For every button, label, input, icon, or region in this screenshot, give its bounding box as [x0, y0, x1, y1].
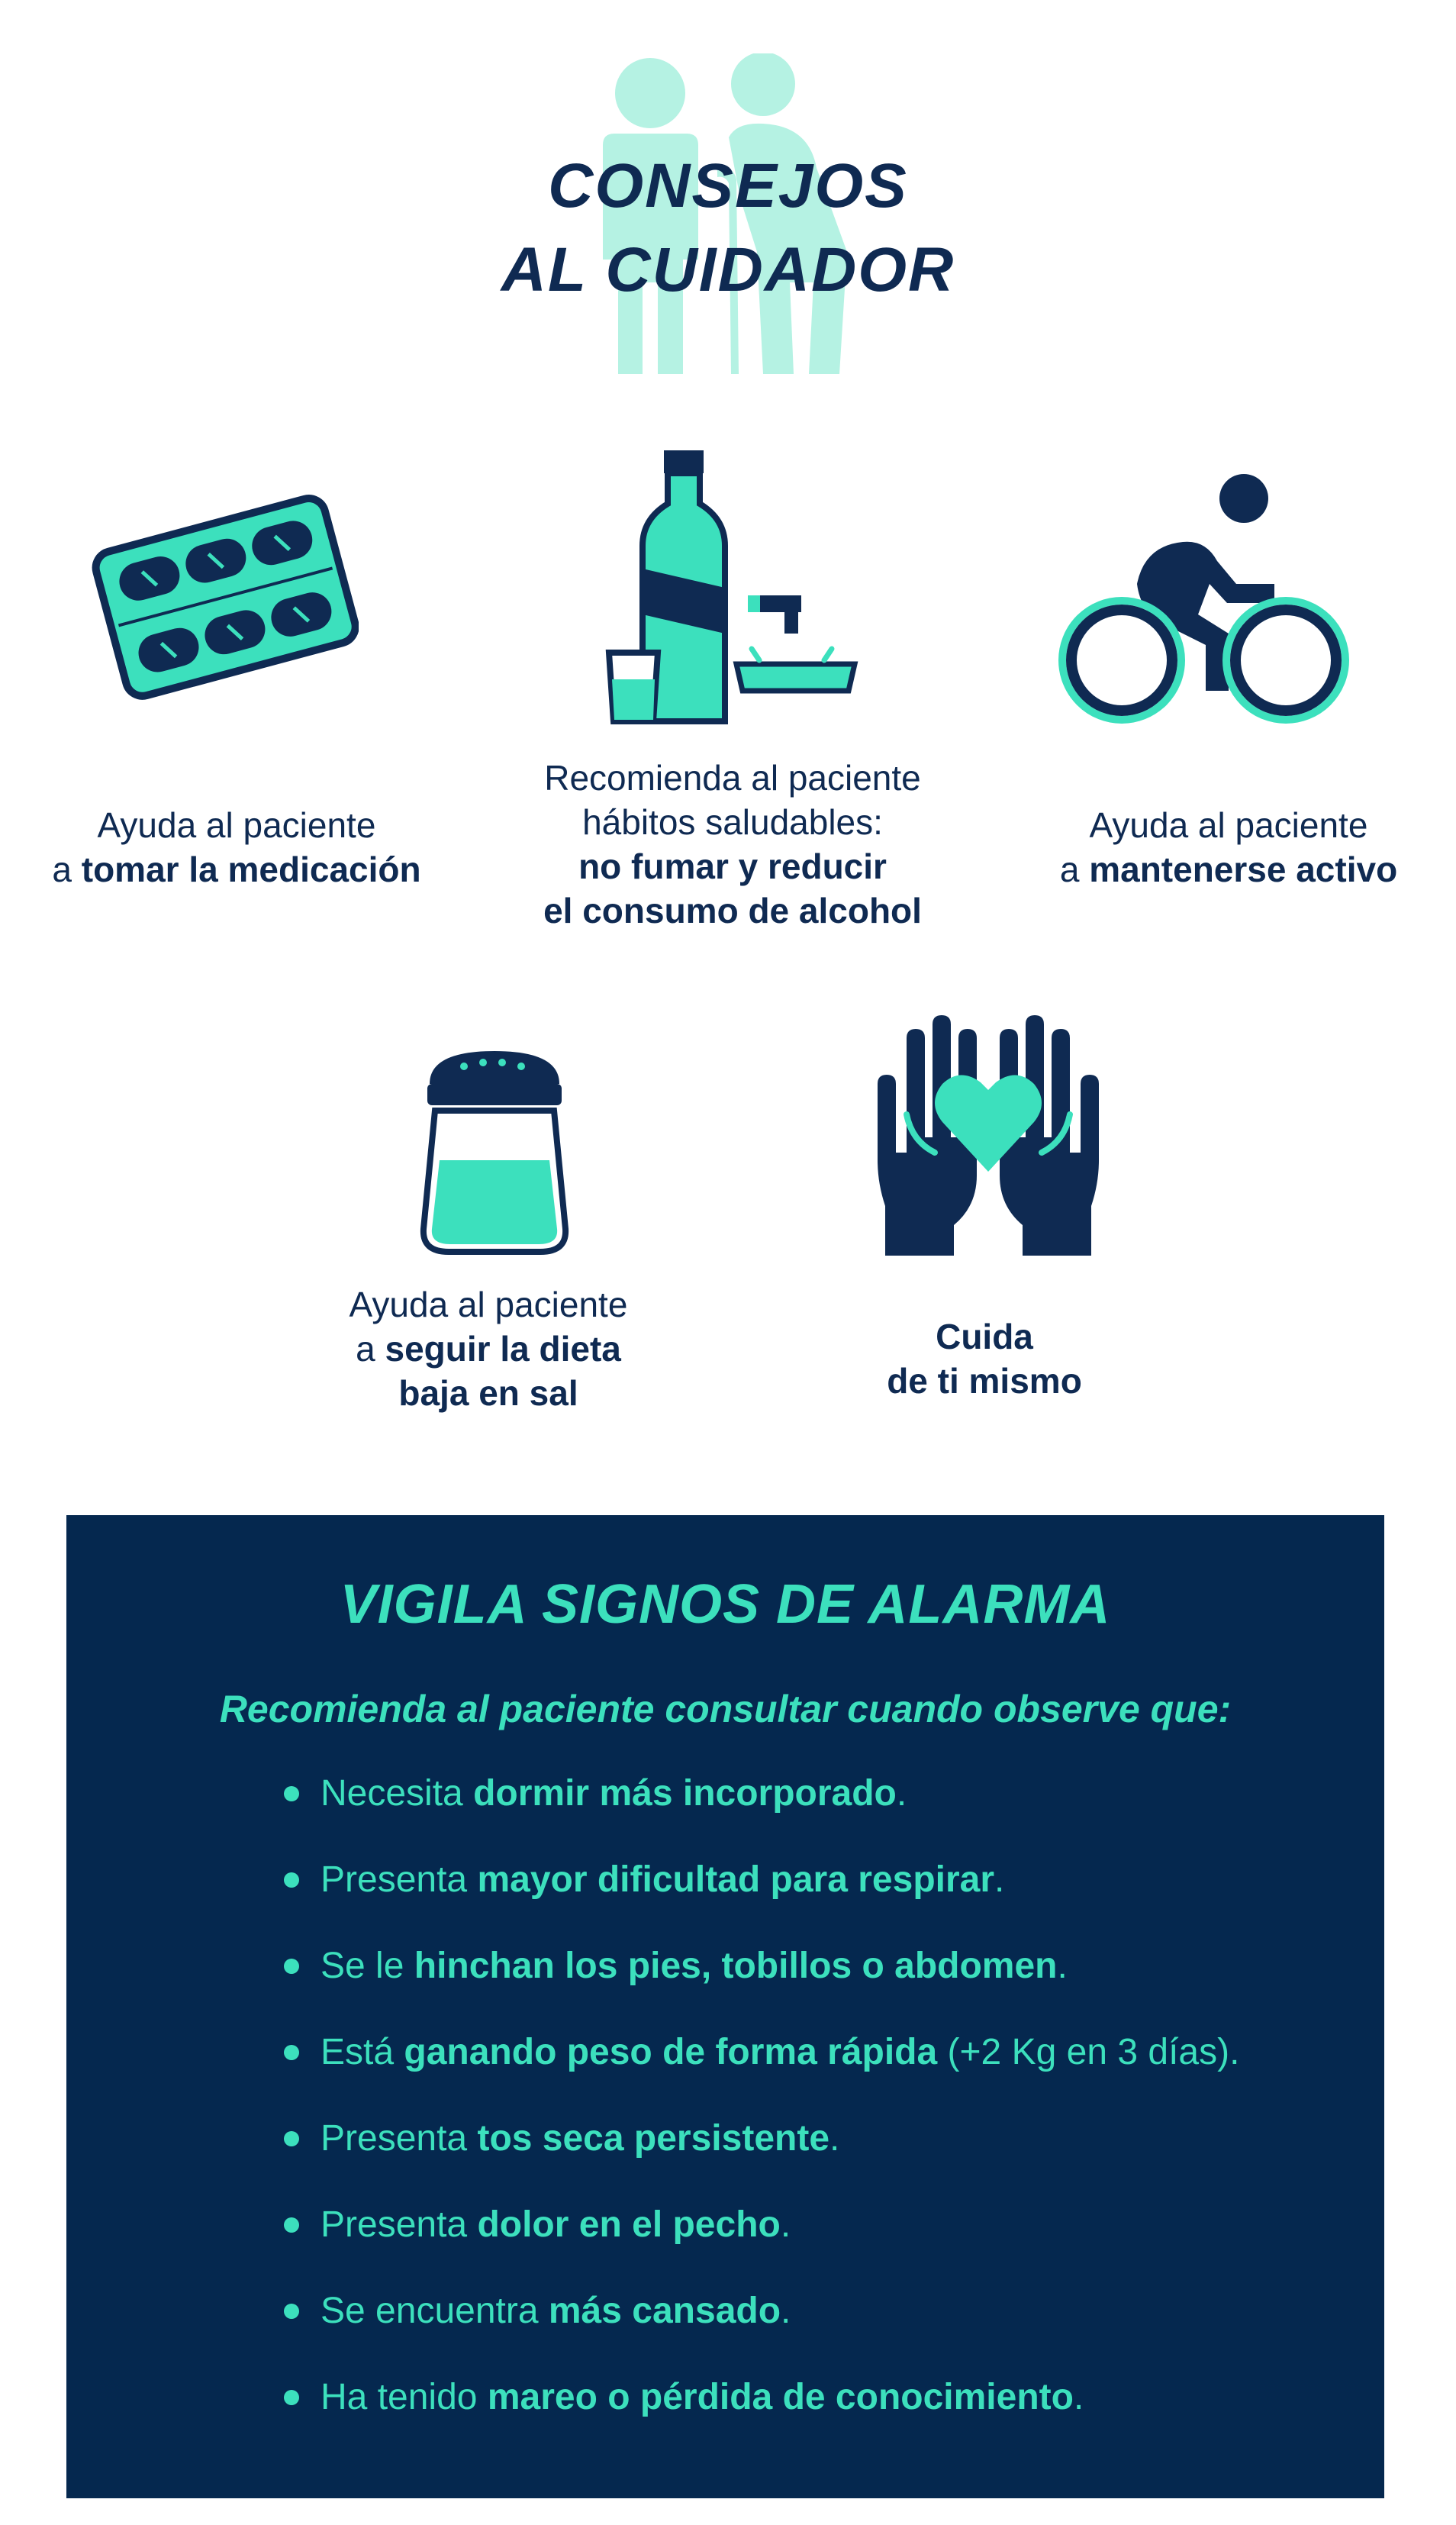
tip-active-line1: Ayuda al paciente [1089, 805, 1368, 845]
bullet-icon [284, 1959, 299, 1974]
alarm-item-bold: ganando peso de forma rápida [404, 2032, 938, 2072]
tip-selfcare-bold2: de ti mismo [887, 1361, 1082, 1401]
alarm-item-bold: dolor en el pecho [477, 2204, 781, 2245]
list-item [284, 1853, 1239, 1940]
tip-medication [23, 803, 450, 892]
alarm-item-pre: Presenta [321, 1859, 478, 1900]
tip-active [1015, 803, 1442, 892]
alarm-item-pre: Presenta [321, 2204, 478, 2245]
tip-medication-bold: tomar la medicación [81, 850, 421, 889]
tip-habits [473, 756, 992, 933]
list-item [284, 1940, 1239, 2026]
alarm-item-bold: mayor dificultad para respirar [477, 1859, 995, 1900]
bullet-icon [284, 2304, 299, 2319]
alarm-title: VIGILA SIGNOS DE ALARMA [340, 1574, 1111, 1635]
list-item [284, 2112, 1239, 2198]
tip-salt-bold1: seguir la dieta [385, 1329, 621, 1369]
alarm-list [284, 1767, 1239, 2457]
tip-selfcare-bold1: Cuida [936, 1317, 1033, 1356]
tip-habits-line2: hábitos saludables: [582, 802, 883, 842]
alarm-item-post: (+2 Kg en 3 días). [937, 2032, 1240, 2072]
hands-heart-icon [870, 1008, 1106, 1259]
bullet-icon [284, 1786, 299, 1801]
alarm-subtitle: Recomienda al paciente consultar cuando observe que: [219, 1688, 1232, 1730]
alarm-item-post: . [829, 2118, 840, 2159]
salt-shaker-icon [418, 1042, 571, 1259]
alarm-panel [66, 1515, 1384, 2498]
bullet-icon [284, 2390, 299, 2405]
bottle-and-ashtray-icon [603, 447, 862, 729]
alarm-item-post: . [896, 1773, 907, 1814]
tip-active-prefix: a [1059, 850, 1090, 889]
alarm-item-bold: hinchan los pies, tobillos o abdomen [414, 1946, 1058, 1986]
alarm-item-post: . [994, 1859, 1005, 1900]
alarm-item-post: . [1073, 2377, 1084, 2417]
alarm-item-pre: Necesita [321, 1773, 474, 1814]
alarm-item-bold: mareo o pérdida de conocimiento [487, 2377, 1074, 2417]
bullet-icon [284, 2131, 299, 2146]
alarm-item-bold: más cansado [548, 2291, 781, 2331]
alarm-item-post: . [781, 2291, 791, 2331]
tip-habits-bold1: no fumar y reducir [578, 847, 887, 886]
bullet-icon [284, 2045, 299, 2060]
alarm-item-post: . [1057, 1946, 1068, 1986]
alarm-item-pre: Presenta [321, 2118, 478, 2159]
pill-blister-icon [92, 481, 359, 710]
alarm-item-pre: Ha tenido [321, 2377, 488, 2417]
tip-habits-bold2: el consumo de alcohol [543, 891, 922, 930]
header [0, 0, 1456, 397]
alarm-item-pre: Se encuentra [321, 2291, 549, 2331]
bullet-icon [284, 1872, 299, 1888]
page-title-line2: AL CUIDADOR [501, 235, 955, 305]
alarm-item-pre: Se le [321, 1946, 414, 1986]
alarm-item-bold: dormir más incorporado [473, 1773, 897, 1814]
bullet-icon [284, 2217, 299, 2233]
tip-salt-line1: Ayuda al paciente [349, 1285, 628, 1324]
list-item [284, 2371, 1239, 2457]
alarm-item-pre: Está [321, 2032, 404, 2072]
list-item [284, 2198, 1239, 2285]
alarm-item-bold: tos seca persistente [477, 2118, 830, 2159]
list-item [284, 1767, 1239, 1853]
page-title-line1: CONSEJOS [548, 151, 908, 221]
tip-habits-line1: Recomienda al paciente [544, 758, 921, 798]
list-item [284, 2285, 1239, 2371]
cyclist-icon [1053, 469, 1358, 729]
tip-salt [259, 1282, 717, 1415]
tip-medication-line1: Ayuda al paciente [97, 805, 376, 845]
tip-medication-prefix: a [52, 850, 82, 889]
tip-salt-prefix: a [356, 1329, 385, 1369]
alarm-item-post: . [780, 2204, 791, 2245]
list-item [284, 2026, 1239, 2112]
tip-selfcare [763, 1314, 1206, 1403]
tip-salt-bold2: baja en sal [398, 1373, 578, 1413]
tip-active-bold: mantenerse activo [1089, 850, 1398, 889]
